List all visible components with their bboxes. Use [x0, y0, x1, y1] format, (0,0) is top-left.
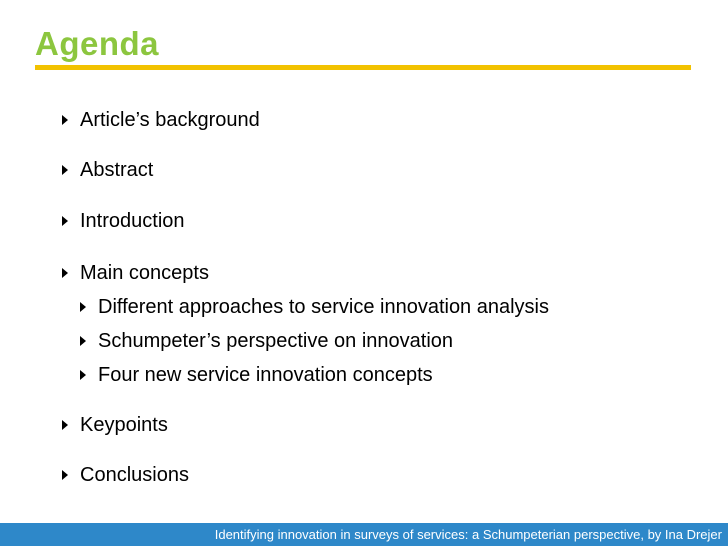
- bullet-arrow-icon: [80, 302, 86, 312]
- bullet-arrow-icon: [62, 268, 68, 278]
- agenda-item-introduction: [62, 208, 185, 234]
- agenda-item-label: Keypoints: [80, 414, 168, 436]
- agenda-item-label: Conclusions: [80, 464, 189, 486]
- bullet-arrow-icon: [62, 216, 68, 226]
- agenda-item-label: Article’s background: [80, 109, 260, 131]
- agenda-subitem-four-concepts: [80, 362, 433, 388]
- agenda-item-main-concepts: [62, 260, 209, 286]
- slide-title: Agenda: [35, 25, 160, 62]
- agenda-item-label: Schumpeter’s perspective on innovation: [98, 330, 454, 352]
- agenda-item-label: Main concepts: [80, 262, 209, 284]
- bullet-arrow-icon: [62, 115, 68, 125]
- agenda-item-label: Different approaches to service innovation analysis: [98, 296, 549, 318]
- agenda-subitem-approaches: [80, 294, 549, 320]
- agenda-item-keypoints: [62, 412, 168, 438]
- agenda-subitem-schumpeter: [80, 328, 453, 354]
- agenda-item-label: Abstract: [80, 159, 154, 181]
- footer-citation: Identifying innovation in surveys of services: a Schumpeterian perspective, by Ina Drejer: [214, 527, 722, 542]
- bullet-arrow-icon: [62, 420, 68, 430]
- bullet-arrow-icon: [62, 165, 68, 175]
- agenda-item-background: [62, 107, 260, 133]
- agenda-item-label: Four new service innovation concepts: [98, 364, 433, 386]
- bullet-arrow-icon: [80, 336, 86, 346]
- agenda-item-abstract: [62, 157, 153, 183]
- agenda-item-label: Introduction: [80, 210, 185, 232]
- bullet-arrow-icon: [80, 370, 86, 380]
- agenda-item-conclusions: [62, 462, 189, 488]
- bullet-arrow-icon: [62, 470, 68, 480]
- footer-bar: [0, 523, 728, 546]
